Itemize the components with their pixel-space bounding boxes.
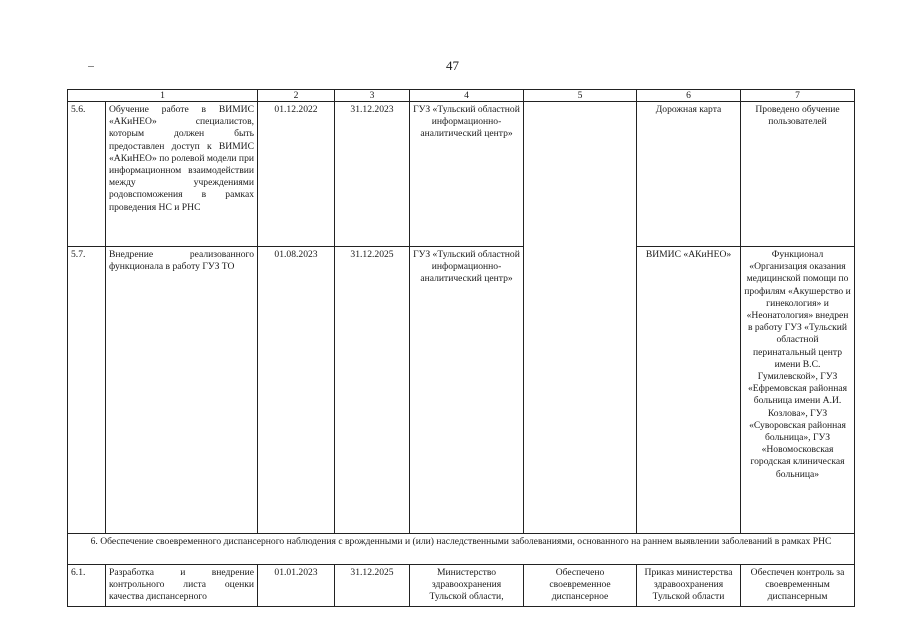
table-row	[68, 247, 855, 534]
column-5-merged-cell	[524, 102, 637, 534]
responsible-cell: ГУЗ «Тульский областной информационно-аналитический центр»	[410, 247, 524, 534]
end-date-cell: 31.12.2025	[335, 565, 410, 607]
row-number: 5.7.	[68, 247, 106, 534]
section-heading: 6. Обеспечение своевременного диспансерного наблюдения с врожденными и (или) наследственными заболеваниями, основанного на раннем выявлении заболеваний в рамках РНС	[68, 534, 855, 565]
task-cell: Внедрение реализованного функционала в работу ГУЗ ТО	[106, 247, 258, 534]
plan-table	[67, 89, 855, 607]
table-row	[68, 102, 855, 247]
start-date-cell: 01.12.2022	[258, 102, 335, 247]
table-row	[68, 565, 855, 607]
end-date-cell: 31.12.2023	[335, 102, 410, 247]
end-date-cell: 31.12.2025	[335, 247, 410, 534]
col-header-5: 5	[524, 90, 637, 102]
col-header-4: 4	[410, 90, 524, 102]
col-header-7: 7	[741, 90, 855, 102]
col-header-6: 6	[637, 90, 741, 102]
document-cell: Дорожная карта	[637, 102, 741, 247]
start-date-cell: 01.08.2023	[258, 247, 335, 534]
column-5-cell: Обеспечено своевременное диспансерное	[524, 565, 637, 607]
col-header-3: 3	[335, 90, 410, 102]
page-number: 47	[446, 58, 459, 73]
document-cell: Приказ министерства здравоохранения Тульской области	[637, 565, 741, 607]
responsible-cell: ГУЗ «Тульский областной информационно-аналитический центр»	[410, 102, 524, 247]
row-number: 5.6.	[68, 102, 106, 247]
row-number: 6.1.	[68, 565, 106, 607]
task-cell: Разработка и внедрение контрольного листа оценки качества диспансерного	[106, 565, 258, 607]
result-cell: Проведено обучение пользователей	[741, 102, 855, 247]
column-number-row	[68, 90, 855, 102]
start-date-cell: 01.01.2023	[258, 565, 335, 607]
document-cell: ВИМИС «АКиНЕО»	[637, 247, 741, 534]
task-cell: Обучение работе в ВИМИС «АКиНЕО» специалистов, которым должен быть предоставлен доступ к ВИМИС «АКиНЕО» по ролевой модели при информационном взаимодействии между учреждениями родовспоможения в рамках проведения НС и РНС	[106, 102, 258, 247]
col-header-2: 2	[258, 90, 335, 102]
responsible-cell: Министерство здравоохранения Тульской области,	[410, 565, 524, 607]
section-row	[68, 534, 855, 565]
result-cell: Обеспечен контроль за своевременным диспансерным	[741, 565, 855, 607]
result-cell: Функционал «Организация оказания медицинской помощи по профилям «Акушерство и гинекология» и «Неонатология» внедрен в работу ГУЗ «Тульский областной перинатальный центр имени В.С. Гумилевской», ГУЗ «Ефремовская районная больница имени А.И. Козлова», ГУЗ «Суворовская районная больница», ГУЗ «Новомосковская городская клиническая больница»	[741, 247, 855, 534]
col-header-1: 1	[68, 90, 258, 102]
